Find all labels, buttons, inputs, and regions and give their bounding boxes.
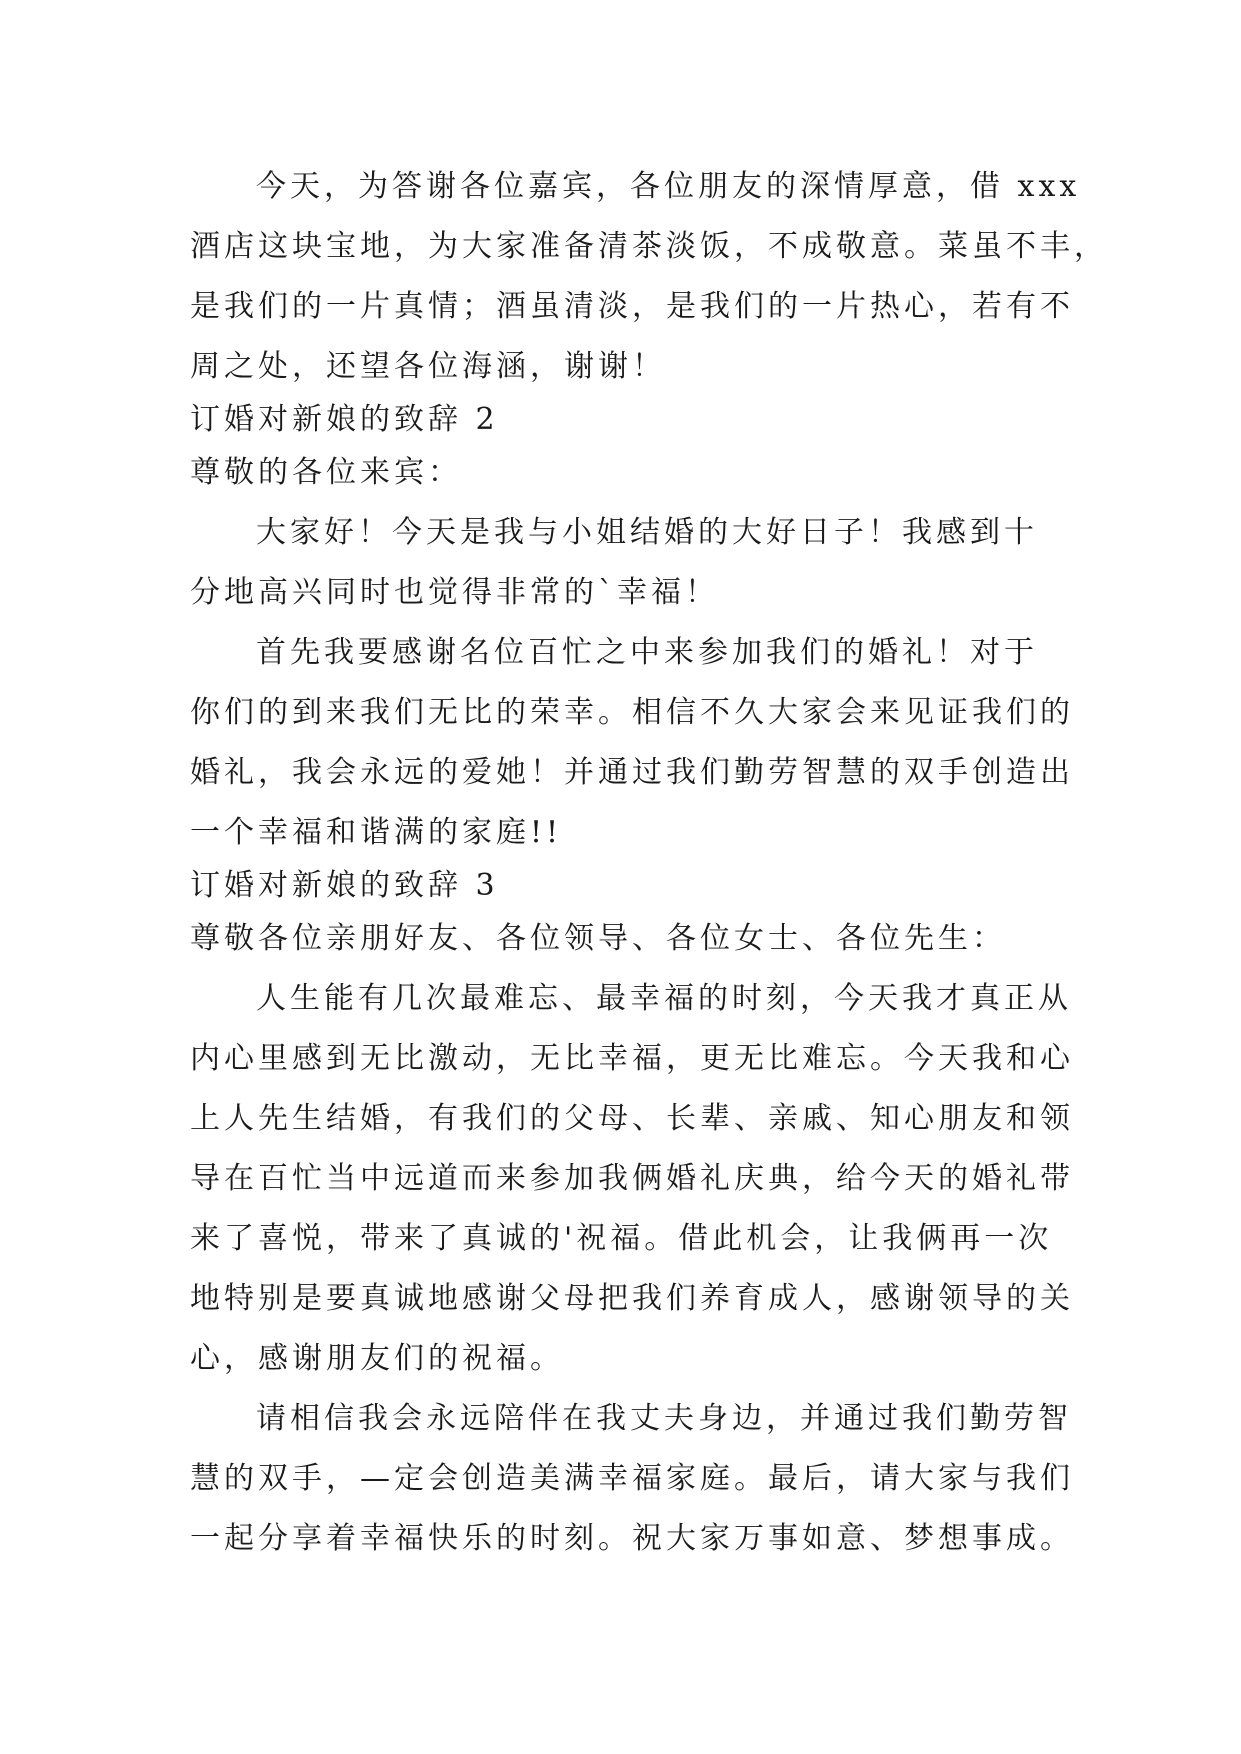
- paragraph-line: 婚礼，我会永远的爱她！并通过我们勤劳智慧的双手创造出: [190, 755, 1074, 790]
- paragraph-line: 心，感谢朋友们的祝福。: [190, 1341, 564, 1376]
- paragraph-line: 一起分享着幸福快乐的时刻。祝大家万事如意、梦想事成。: [190, 1521, 1074, 1556]
- paragraph-line: 来了喜悦，带来了真诚的'祝福。借此机会，让我俩再一次: [190, 1221, 1053, 1256]
- paragraph-line: 酒店这块宝地，为大家准备清茶淡饭，不成敬意。菜虽不丰，: [190, 229, 1108, 264]
- paragraph-line: 人生能有几次最难忘、最幸福的时刻，今天我才真正从: [256, 981, 1072, 1016]
- paragraph-line: 请相信我会永远陪伴在我丈夫身边，并通过我们勤劳智: [256, 1401, 1072, 1436]
- salutation: 尊敬的各位来宾：: [190, 455, 462, 490]
- paragraph-line: 今天，为答谢各位嘉宾，各位朋友的深情厚意，借 xxx: [256, 169, 1081, 204]
- paragraph-line: 大家好！今天是我与小姐结婚的大好日子！我感到十: [256, 515, 1038, 550]
- paragraph-line: 内心里感到无比激动，无比幸福，更无比难忘。今天我和心: [190, 1041, 1074, 1076]
- paragraph-line: 慧的双手，—定会创造美满幸福家庭。最后，请大家与我们: [190, 1461, 1074, 1496]
- paragraph-line: 导在百忙当中远道而来参加我俩婚礼庆典，给今天的婚礼带: [190, 1161, 1074, 1196]
- paragraph-line: 首先我要感谢名位百忙之中来参加我们的婚礼！对于: [256, 635, 1038, 670]
- paragraph-line: 你们的到来我们无比的荣幸。相信不久大家会来见证我们的: [190, 695, 1074, 730]
- paragraph-line: 分地高兴同时也觉得非常的`幸福！: [190, 575, 719, 610]
- paragraph-line: 地特别是要真诚地感谢父母把我们养育成人，感谢领导的关: [190, 1281, 1074, 1316]
- section-heading: 订婚对新娘的致辞 2: [190, 402, 499, 437]
- salutation: 尊敬各位亲朋好友、各位领导、各位女士、各位先生：: [190, 921, 1006, 956]
- paragraph-line: 上人先生结婚，有我们的父母、长辈、亲戚、知心朋友和领: [190, 1101, 1074, 1136]
- paragraph-line: 一个幸福和谐满的家庭!!: [190, 815, 563, 850]
- paragraph-line: 是我们的一片真情；酒虽清淡，是我们的一片热心，若有不: [190, 289, 1074, 324]
- section-heading: 订婚对新娘的致辞 3: [190, 868, 499, 903]
- paragraph-line: 周之处，还望各位海涵，谢谢！: [190, 349, 666, 384]
